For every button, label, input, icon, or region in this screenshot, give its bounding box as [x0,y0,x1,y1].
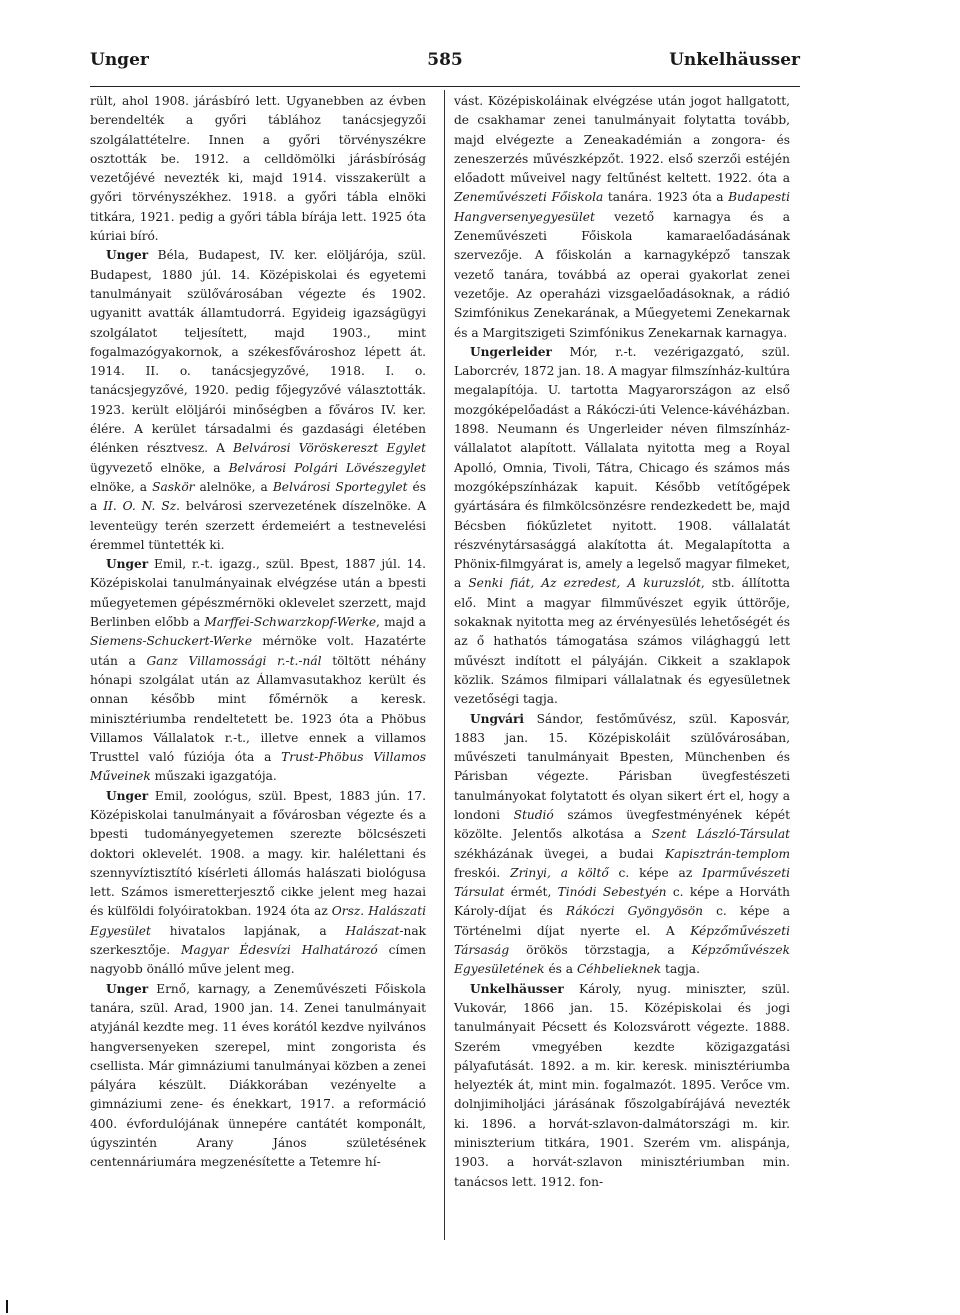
scan-margin-mark [6,1300,8,1313]
page-header [90,50,800,80]
entry-continuation: vást. Középiskoláinak elvégzése után jogot hallgatott, de csakhamar zenei tanulmányait folytatta tovább, majd elvégezte a Zeneakadémián a zongora- és zeneszerzés művészképzőt. 1922. első szerzői estéjén előadott műveivel nagy feltűnést keltett. 1922. óta a Zeneművészeti Főiskola tanára. 1923 óta a Budapesti Hangversenyegyesület vezető karnagya és a Zeneművészeti Főiskola kamaraelőadásának szervezője. A főiskolán a karnagyképző tanszak vezető tanára, továbbá az operai gyakorlat zenei vezetője. Az operaházi vizsgaelőadásoknak, a rádió Szimfónikus Zenekarának, a Műegyetemi Zenekarnak és a Margitszigeti Szimfónikus Zenekarnak karnagya. [454,94,790,340]
entry-unger-emil-engineer: Unger Emil, r.-t. igazg., szül. Bpest, 1887 júl. 14. Középiskolai tanulmányainak elvégzése után a bpesti műegyetemen gépészmérnöki oklevelet szerzett, majd Berlinben előbb a Marffei-Schwarzkopf-Werke, majd a Siemens-Schuckert-Werke mérnöke volt. Hazatérte után a Ganz Villamossági r.-t.-nál töltött néhány hónapi szolgálat után az Államvasutakhoz került és onnan később mint főmérnök a keresk. minisztériumba rendeltetett be. 1923 óta a Phöbus Villamos Vállalatok r.-t., illetve ennek a villamos Trusttel való fúziója óta a Trust-Phöbus Villamos Műveinek műszaki igazgatója. [90,557,426,784]
entry-headword: Unger [106,557,149,572]
page-number: 585 [427,50,463,70]
entry-continuation [90,92,426,246]
entry-headword: Unkelhäusser [470,981,564,996]
entry-headword: Unger [106,788,149,803]
left-column [90,92,426,1173]
right-column [454,92,790,1192]
entry-text: rült, ahol 1908. járásbíró lett. Ugyanebben az évben berendelték a győri táblához tanácsjegyzői szolgálattételre. Innen a győri törvényszékre osztották be. 1912. a celldömölki járásbíróság vezetőjévé nevezték ki, majd 1914. visszakerült a győri törvényszékhez. 1918. a győri tábla elnöki titkára, 1921. pedig a győri tábla bírája lett. 1925 óta kúriai bíró. [90,94,426,244]
header-right-keyword: Unkelhäusser [669,50,800,70]
header-rule [90,86,800,87]
entry-unger-erno: Unger Ernő, karnagy, a Zeneművészeti Főiskola tanára, szül. Arad, 1900 jan. 14. Zenei tanulmányait atyjánál kezdte meg. 11 éves korától kezdve nyilvános hangversenyeken szerepel, mint zongorista és csellista. Már gimnáziumi tanulmányai közben a zenei pályára készült. Diákkorában vezényelte a gimnáziumi zene- és énekkart, 1917. a reformáció 400. évfordulójának ünnepére cantátét komponált, úgyszintén Arany János születésének centennáriumára megzenésítette a Tetemre hí- [90,981,426,1170]
column-divider [444,90,445,1240]
entry-headword: Ungerleider [470,344,552,359]
entry-ungerleider-mor: Ungerleider Mór, r.-t. vezérigazgató, szül. Laborcrév, 1872 jan. 18. A magyar filmszínház-kultúra megalapítója. U. tartotta Magyarországon az első mozgóképelőadást a Rákóczi-úti Velence-kávéházban. 1898. Neumann és Ungerleider néven filmszínház-vállalatot alapított. Vállalata nyitotta meg a Royal Apolló, Omnia, Tivoli, Tátra, Chicago és számos más mozgóképszínházak kapuit. Később vetítőgépek gyártására és filmkölcsönzésre rendezkedett be, majd Bécsben fiókűzletet nyitott. 1908. vállalatát részvénytársasággá alakította át. Megalapította a Phönix-filmgyárat is, amely a legelső magyar filmeket, a Senki fiát, Az ezredest, A kuruzslót, stb. állította elő. Mint a magyar filmművészet egyik úttörője, sokaknak nyitotta meg az érvényesülés lehetőségét és az ő hathatós támogatása számos világhaggú lett művészt indított el pályáján. Cikkeit a szaklapok közlik. Számos filmipari vállalatnak és egyesületnek vezetőségi tagja. [454,344,790,707]
entry-headword: Ungvári [470,711,525,726]
entry-unger-emil-zoologist: Unger Emil, zoológus, szül. Bpest, 1883 jún. 17. Középiskolai tanulmányait a fővárosban végezte és a bpesti tudományegyetemen szerezte bölcsészeti doktori oklevelét. 1908. a magy. kir. halélettani és szennyvíztisztító kísérleti állomás halászati biológusa lett. Számos ismeretterjesztő cikke jelent meg hazai és külföldi folyóiratokban. 1924 óta az Orsz. Halászati Egyesület hivatalos lapjának, a Halászat-nak szerkesztője. Magyar Édesvízi Halhatározó címen nagyobb önálló műve jelent meg. [90,788,426,977]
entry-headword: Unger [106,981,149,996]
entry-ungvari-sandor: Ungvári Sándor, festőművész, szül. Kaposvár, 1883 jan. 15. Középiskoláit szülővárosában, művészeti tanulmányait Bpesten, Münchenben és Párisban végezte. Párisban üvegfestészeti tanulmányokat folytatott és olyan sikert ért el, hogy a londoni Studió számos üvegfestményének képét közölte. Jelentős alkotása a Szent László-Társulat székházának üvegei, a budai Kapisztrán-templom freskói. Zrinyi, a költő c. képe az Iparművészeti Társulat érmét, Tinódi Sebestyén c. képe a Horváth Károly-díjat és Rákóczi Gyöngyösön c. képe a Történelmi díjat nyerte el. A Képzőművészeti Társaság örökös törzstagja, a Képzőművészek Egyesületének és a Céhbelieknek tagja. [454,711,791,977]
entry-unkelhausser-karoly: Unkelhäusser Károly, nyug. miniszter, szül. Vukovár, 1866 jan. 15. Középiskolai és jogi tanulmányait Pécsett és Kolozsvárott végezte. 1888. Szerém vmegyében kezdte közigazgatási pályafutását. 1892. a m. kir. keresk. minisztériumba helyezték át, mint min. fogalmazót. 1895. Verőce vm. dolnjimiholjáci járásának főszolgabírájává nevezték ki. 1896. a horvát-szlavon-dalmátországi m. kir. miniszterium titkára, 1901. Szerém vm. alispánja, 1903. a horvát-szlavon minisztériumban min. tanácsos lett. 1912. fon- [454,981,790,1189]
entry-headword: Unger [106,248,149,263]
header-left-keyword: Unger [90,50,149,70]
entry-unger-bela: Unger Béla, Budapest, IV. ker. elöljárója, szül. Budapest, 1880 júl. 14. Középiskolai és egyetemi tanulmányait szülővárosában végezte és 1902. ugyanitt avatták államtudorrá. Egyideig igazságügyi szolgálatot teljesített, majd 1903., mint fogalmazógyakornok, a székesfővároshoz lépett át. 1914. II. o. tanácsjegyzővé, 1918. I. o. tanácsjegyzővé, 1920. pedig főjegyzővé választották. 1923. került elöljárói minőségben a főváros IV. ker. élére. A kerület társadalmi és gazdasági életében élénken résztvesz. A Belvárosi Vöröskereszt Egylet ügyvezető elnöke, a Belvárosi Polgári Lövészegylet elnöke, a Saskör alelnöke, a Belvárosi Sportegylet és a II. O. N. Sz. belvárosi szervezetének díszelnöke. A leventeügy terén szerzett érdemeiért a testnevelési éremmel tüntették ki. [90,248,426,552]
